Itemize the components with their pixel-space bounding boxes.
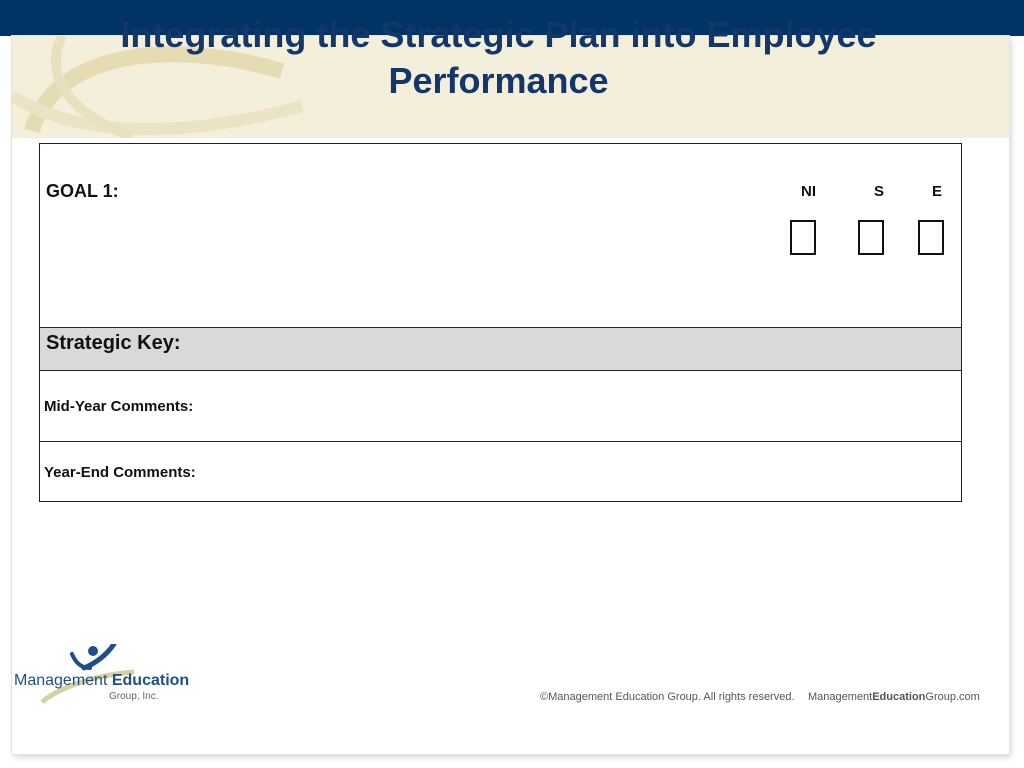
footer-copyright: ©Management Education Group. All rights reserved. xyxy=(540,691,795,703)
logo-text-part2: Education xyxy=(111,672,190,689)
rating-checkbox-e[interactable] xyxy=(918,220,944,255)
footer-website xyxy=(808,691,980,703)
mid-year-comments-label: Mid-Year Comments: xyxy=(44,398,194,415)
strategic-key-label: Strategic Key: xyxy=(46,332,181,354)
title-bold-line2: Performance xyxy=(388,60,609,101)
rating-label-e: E xyxy=(932,183,943,200)
footer-site-part2: Education xyxy=(872,691,926,703)
rating-checkbox-ni[interactable] xyxy=(790,220,816,255)
logo-text-part1: Management xyxy=(14,672,112,689)
goal-row xyxy=(40,144,961,328)
rating-checkbox-s[interactable] xyxy=(858,220,884,255)
title-normal: Integrating the Strategic Plan into xyxy=(120,14,707,55)
title-bold-line1: Employee xyxy=(706,14,877,55)
goal-table xyxy=(39,143,962,502)
year-end-comments-label: Year-End Comments: xyxy=(44,464,196,481)
rating-label-s: S xyxy=(874,183,885,200)
strategic-key-row xyxy=(40,328,961,371)
footer-site-part1: Management xyxy=(808,691,873,703)
rating-label-ni: NI xyxy=(801,183,816,200)
mid-year-comments-row[interactable] xyxy=(40,371,961,442)
year-end-comments-row[interactable] xyxy=(40,442,961,501)
footer-site-part3: Group.com xyxy=(925,691,980,703)
page-title xyxy=(0,12,997,104)
logo-wordmark xyxy=(14,672,189,690)
goal-label: GOAL 1: xyxy=(46,181,119,201)
company-logo xyxy=(14,644,214,706)
logo-subtext: Group, Inc. xyxy=(109,691,159,702)
